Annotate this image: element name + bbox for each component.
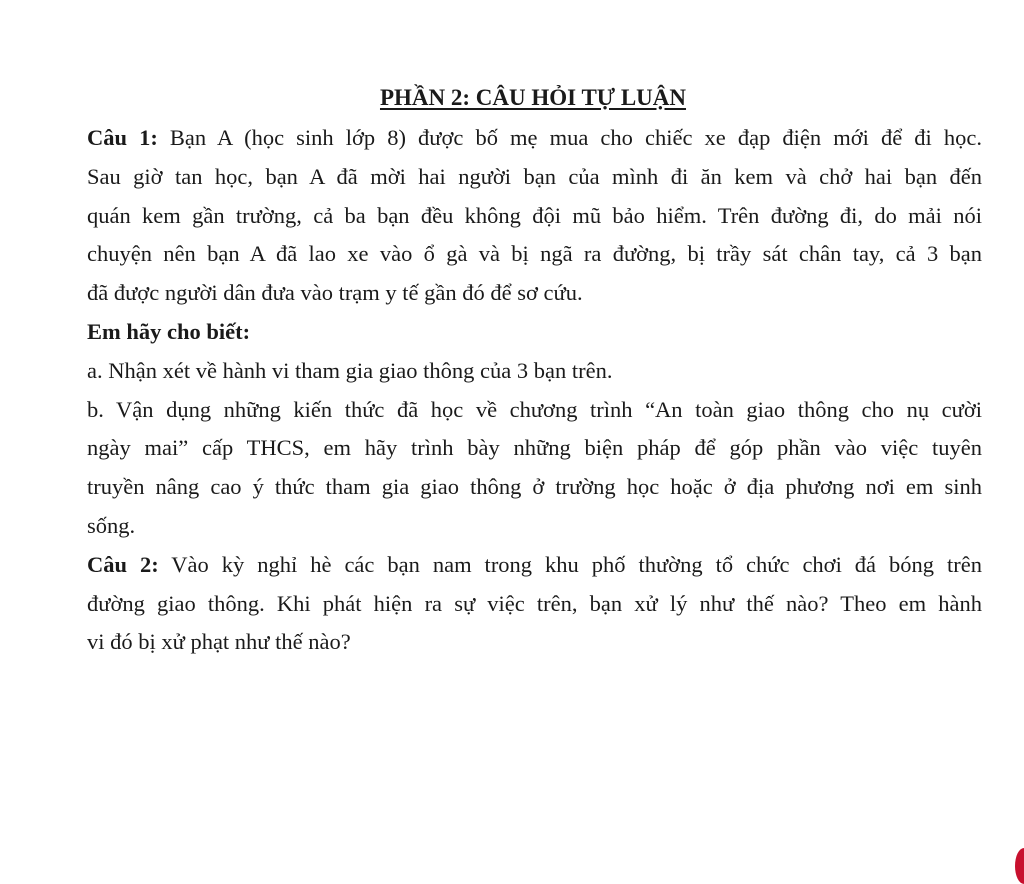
question-1-text: Bạn A (học sinh lớp 8) được bố mẹ mua cho chiếc xe đạp điện mới để đi học.: [157, 125, 982, 150]
question-2-label: Câu 2:: [87, 551, 159, 577]
document-body: [87, 119, 982, 662]
question-2-line-3: vi đó bị xử phạt như thế nào?: [87, 629, 351, 655]
question-2-text: Vào kỳ nghỉ hè các bạn nam trong khu phố thường tổ chức chơi đá bóng trên: [158, 551, 982, 577]
prompt-heading: Em hãy cho biết:: [87, 318, 251, 344]
part-b-line-2: ngày mai” cấp THCS, em hãy trình bày những biện pháp để góp phần vào việc tuyên: [87, 435, 982, 461]
question-2-line-2: đường giao thông. Khi phát hiện ra sự việc trên, bạn xử lý như thế nào? Theo em hành: [87, 590, 982, 616]
question-1-line-4: chuyện nên bạn A đã lao xe vào ổ gà và bị ngã ra đường, bị trầy sát chân tay, cả 3 bạn: [87, 241, 982, 267]
edge-mark: [1015, 848, 1024, 884]
question-1-line-5: đã được người dân đưa vào trạm y tế gần đó để sơ cứu.: [87, 280, 583, 306]
part-a: a. Nhận xét về hành vi tham gia giao thông của 3 bạn trên.: [87, 357, 613, 383]
section-title: PHẦN 2: CÂU HỎI TỰ LUẬN: [379, 85, 687, 110]
question-1-label: Câu 1:: [87, 125, 158, 150]
part-b-line-1: b. Vận dụng những kiến thức đã học về chương trình “An toàn giao thông cho nụ cười: [87, 396, 982, 422]
question-1-line-1: [87, 119, 982, 158]
part-b-line-3: truyền nâng cao ý thức tham gia giao thông ở trường học hoặc ở địa phương nơi em sinh: [87, 474, 982, 500]
question-1-line-2: Sau giờ tan học, bạn A đã mời hai người bạn của mình đi ăn kem và chở hai bạn đến: [87, 163, 982, 189]
question-2-line-1: [87, 546, 982, 585]
part-b-line-4: sống.: [87, 512, 136, 538]
question-1-line-3: quán kem gần trường, cả ba bạn đều không đội mũ bảo hiểm. Trên đường đi, do mải nói: [87, 202, 982, 228]
